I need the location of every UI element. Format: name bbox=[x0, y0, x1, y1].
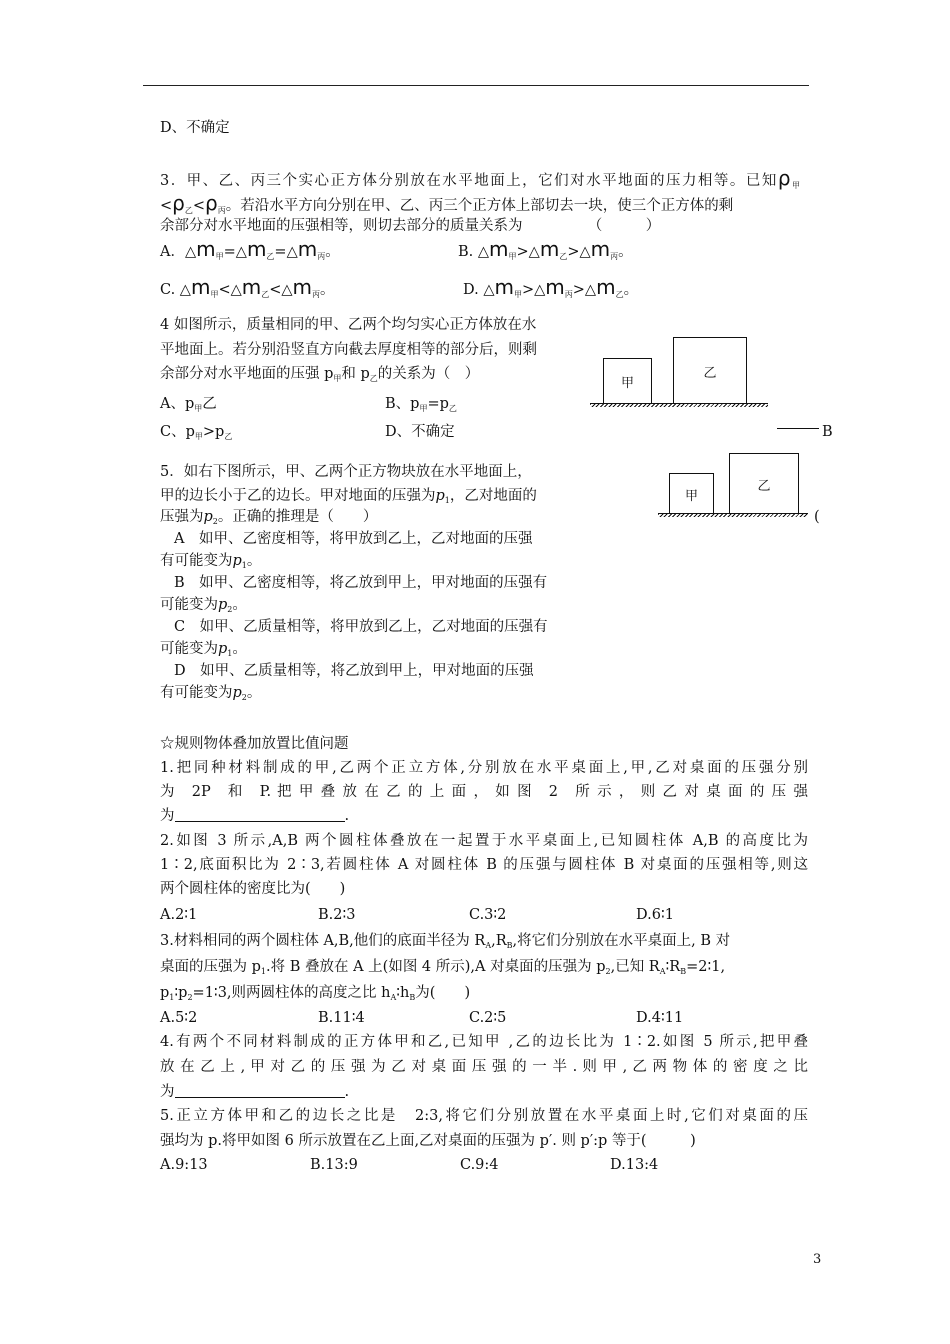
p4-line3: 为 . bbox=[160, 1084, 350, 1100]
fig4-cube-yi: 乙 bbox=[673, 337, 747, 405]
q5-option-a-line1: A 如甲、乙密度相等，将甲放到乙上，乙对地面的压强 bbox=[174, 531, 533, 547]
q4-line3: 余部分对水平地面的压强 $p_甲$和 $p_乙$的关系为（ ） bbox=[160, 366, 480, 383]
p5-option-b: B.13:9 bbox=[310, 1157, 358, 1173]
fig5-ground bbox=[658, 513, 808, 517]
p2-line2: 1∶2,底面积比为 2∶3,若圆柱体 A 对圆柱体 B 的压强与圆柱体 B 对桌面的压强相等,则这 bbox=[160, 857, 808, 873]
q5-line2: 甲的边长小于乙的边长。甲对地面的压强为$p_1$，乙对地面的 bbox=[160, 488, 537, 505]
p5-line1: 5.正立方体甲和乙的边长之比是 2:3,将它们分别放置在水平桌面上时,它们对桌面的压 bbox=[160, 1108, 808, 1124]
p1-line2: 为 2P 和 P. 把 甲 叠 放 在 乙 的 上 面 ， 如 图 2 所 示 ， 则 乙 对 桌 面 的 压 强 bbox=[160, 784, 808, 800]
option-d-undetermined: D、不确定 bbox=[160, 120, 230, 136]
q5-option-a-line2: 有可能变为$p_1$。 bbox=[160, 553, 262, 570]
p3-line1: 3.材料相同的两个圆柱体 A,B,他们的底面半径为 $R_A,R_B$,将它们分别放在水平桌面上, B 对 bbox=[160, 933, 731, 950]
q5-option-b-line2: 可能变为$p_2$。 bbox=[160, 597, 247, 614]
p2-line1: 2.如图 3 所示,A,B 两个圆柱体叠放在一起置于水平桌面上,已知圆柱体 A,B 的高度比为 bbox=[160, 833, 808, 849]
p5-option-d: D.13:4 bbox=[610, 1157, 659, 1173]
p3-line2: 桌面的压强为 $p_1$.将 B 叠放在 A 上(如图 4 所示),A 对桌面的压强为 $p_2$,已知 $R_A∶R_B=2∶1$, bbox=[160, 959, 726, 976]
q3-option-a: A．$\triangle m_甲=\triangle m_乙=\triangle m_丙$。 bbox=[160, 237, 340, 261]
fig5-cube-jia: 甲 bbox=[669, 473, 714, 515]
p1-line3: 为 . bbox=[160, 808, 350, 824]
q4-option-b: B、$p_甲=p_乙$ bbox=[385, 396, 457, 413]
p4-line2: 放 在 乙 上 , 甲 对 乙 的 压 强 为 乙 对 桌 面 压 强 的 一 半 . 则 甲 , 乙 两 物 体 的 密 度 之 比 bbox=[160, 1059, 808, 1075]
q5-line3: 压强为$p_2$。正确的推理是（ ） bbox=[160, 509, 378, 526]
q5-option-c-line2: 可能变为$p_1$。 bbox=[160, 641, 247, 658]
p5-option-c: C.9:4 bbox=[460, 1157, 499, 1173]
fig4-side-rule bbox=[777, 428, 819, 429]
q5-line1: 5．如右下图所示，甲、乙两个正方物块放在水平地面上， bbox=[160, 464, 532, 480]
q3-option-d: D. $\triangle m_甲>\triangle m_丙>\triangle m_乙$。 bbox=[463, 275, 639, 299]
p2-line3: 两个圆柱体的密度比为( ) bbox=[160, 881, 346, 897]
p1-line1: 1.把同种材料制成的甲,乙两个正立方体,分别放在水平桌面上,甲,乙对桌面的压强分别 bbox=[160, 760, 808, 776]
p5-line2: 强均为 p.将甲如图 6 所示放置在乙上面,乙对桌面的压强为 p′. 则 p′:p 等于( ) bbox=[160, 1133, 696, 1149]
q3-line1: 3．甲、乙、丙三个实心正方体分别放在水平地面上，它们对水平地面的压力相等。已知$\rho_甲$ bbox=[160, 166, 800, 190]
p3-option-c: C.2∶5 bbox=[469, 1010, 507, 1026]
section-title: ☆规则物体叠加放置比值问题 bbox=[160, 736, 349, 752]
fig4-cube-jia: 甲 bbox=[603, 358, 652, 405]
q4-line1: 4 如图所示，质量相同的甲、乙两个均匀实心正方体放在水 bbox=[160, 317, 537, 333]
q4-option-d: D、不确定 bbox=[385, 424, 455, 440]
p3-option-d: D.4∶11 bbox=[636, 1010, 684, 1026]
header-rule bbox=[143, 85, 809, 86]
q5-option-d-line1: D 如甲、乙质量相等，将乙放到甲上，甲对地面的压强 bbox=[174, 663, 534, 679]
page-number: 3 bbox=[813, 1252, 822, 1267]
q5-option-c-line1: C 如甲、乙质量相等，将甲放到乙上，乙对地面的压强有 bbox=[174, 619, 548, 635]
fig5-cube-yi: 乙 bbox=[729, 453, 799, 515]
q4-line2: 平地面上。若分别沿竖直方向截去厚度相等的部分后，则剩 bbox=[160, 342, 537, 358]
p2-option-c: C.3∶2 bbox=[469, 907, 507, 923]
q3-line3: 余部分对水平地面的压强相等，则切去部分的质量关系为 （ ） bbox=[160, 218, 661, 234]
p3-line3: $p_1∶p_2=1∶3$,则两圆柱体的高度之比 $h_A∶h_B$为( ) bbox=[160, 985, 471, 1002]
q3-line2: $<\rho_乙<\rho_丙$。若沿水平方向分别在甲、乙、丙三个正方体上部切去一块，使三个正方体的剩 bbox=[160, 191, 734, 215]
p2-option-b: B.2∶3 bbox=[318, 907, 356, 923]
p2-option-d: D.6∶1 bbox=[636, 907, 674, 923]
p3-option-b: B.11∶4 bbox=[318, 1010, 365, 1026]
p4-answer-blank[interactable] bbox=[175, 1083, 345, 1098]
q3-option-c: C. $\triangle m_甲<\triangle m_乙<\triangle m_丙$。 bbox=[160, 275, 335, 299]
p5-option-a: A.9:13 bbox=[160, 1157, 208, 1173]
q3-option-b: B. $\triangle m_甲>\triangle m_乙>\triangle m_丙$。 bbox=[458, 237, 633, 261]
p1-answer-blank[interactable] bbox=[175, 807, 345, 822]
fig4-side-label: B bbox=[822, 424, 833, 440]
q5-option-b-line1: B 如甲、乙密度相等，将乙放到甲上，甲对地面的压强有 bbox=[174, 575, 548, 591]
p2-option-a: A.2∶1 bbox=[160, 907, 198, 923]
q4-option-c: C、$p_甲>p_乙$ bbox=[160, 424, 233, 441]
fig4-ground bbox=[590, 403, 768, 407]
fig5-side-label: ( bbox=[814, 509, 820, 525]
q5-option-d-line2: 有可能变为$p_2$。 bbox=[160, 685, 262, 702]
p3-option-a: A.5∶2 bbox=[160, 1010, 198, 1026]
p4-line1: 4.有两个不同材料制成的正方体甲和乙,已知甲 ,乙的边长比为 1∶2.如图 5 所示,把甲叠 bbox=[160, 1034, 808, 1050]
q4-option-a: A、$p_甲$乙 bbox=[160, 396, 217, 413]
